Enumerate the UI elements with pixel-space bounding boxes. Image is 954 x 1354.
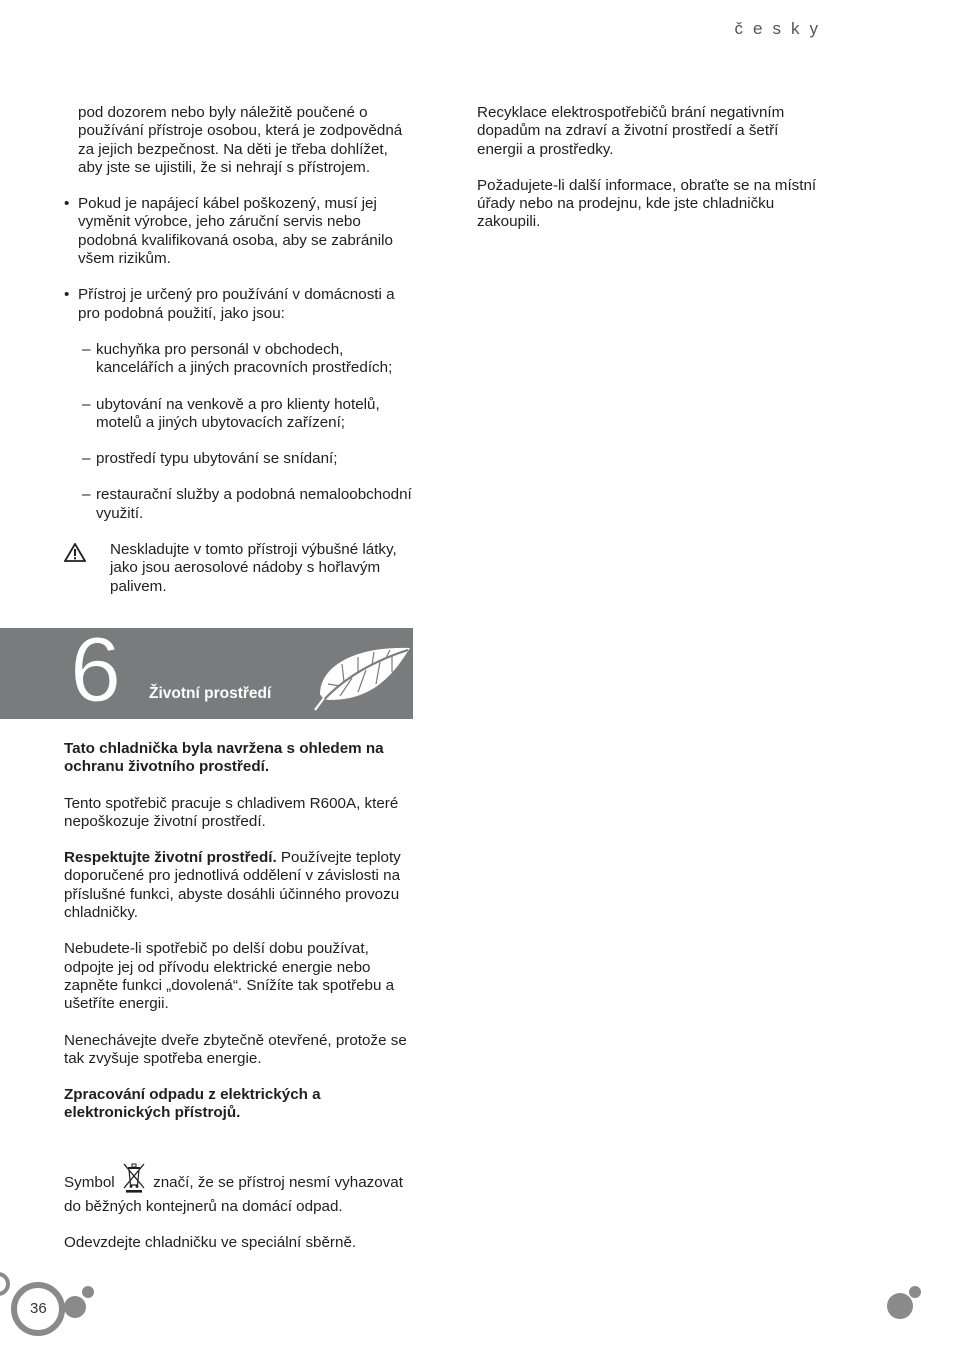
respect-bold: Respektujte životní prostředí. — [64, 849, 277, 867]
holiday-paragraph: Nebudete-li spotřebič po delší dobu používat, odpojte jej od přívodu elektrické energie nebo zapněte funkci „dovolená“. Snížíte tak spotřebu a ušetříte energii. — [64, 940, 395, 1013]
use-item: – ubytování na venkově a pro klienty hotelů, motelů a jiných ubytovacích zařízení; — [82, 395, 380, 431]
recycling-paragraph: Recyklace elektrospotřebičů brání negativním dopadům na zdraví a životní prostředí a šetří energii a prostředky. — [477, 104, 785, 158]
section-number: 6 — [70, 619, 122, 721]
refrigerant-paragraph: Tento spotřebič pracuje s chladivem R600A, které nepoškozuje životní prostředí. — [64, 794, 399, 830]
use-item: – prostředí typu ubytování se snídaní; — [82, 450, 338, 468]
collect-paragraph: Odevzdejte chladničku ve speciální sběrně. — [64, 1234, 357, 1252]
warning-text: Neskladujte v tomto přístroji výbušné látky, jako jsou aerosolové nádoby s hořlavým palivem. — [110, 541, 397, 595]
bullet-dot: • — [64, 195, 70, 213]
use-item: – kuchyňka pro personál v obchodech, kancelářích a jiných pracovních prostředích; — [82, 340, 393, 377]
use-item-text: prostředí typu ubytování se snídaní; — [96, 450, 338, 468]
info-paragraph: Požadujete-li další informace, obraťte se na místní úřady nebo na prodejnu, kde jste chladničku zakoupili. — [477, 176, 817, 231]
doors-paragraph: Nenechávejte dveře zbytečně otevřené, protože se tak zvyšuje spotřeba energie. — [64, 1031, 407, 1067]
section-title: Životní prostředí — [149, 685, 272, 702]
use-item-text: ubytování na venkově a pro klienty hotelů, motelů a jiných ubytovacích zařízení; — [96, 395, 380, 431]
language-label: česky — [734, 19, 828, 38]
symbol-before: Symbol — [64, 1173, 119, 1191]
bullet-dot: • — [64, 286, 70, 304]
bullet-use-text: Přístroj je určený pro používání v domácnosti a pro podobná použití, jako jsou: — [78, 286, 395, 322]
use-item: – restaurační služby a podobná nemaloobchodní využití. — [82, 486, 412, 522]
symbol-after: značí, že se přístroj nesmí vyhazovat do běžných kontejnerů na domácí odpad. — [64, 1173, 403, 1216]
waste-heading: Zpracování odpadu z elektrických a elektronických přístrojů. — [64, 1086, 321, 1122]
respect-text: Používejte teploty doporučené pro jednotlivá oddělení v závislosti na příslušné funkci, abyste dosáhli účinného provozu chladničky. — [64, 849, 401, 922]
bullet-cable-text: Pokud je napájecí kábel poškozený, musí jej vyměnit výrobce, jeho záruční servis nebo podobná kvalifikovaná osoba, aby se zabránilo všem rizikům. — [78, 195, 393, 268]
page-number: 36 — [30, 1300, 47, 1317]
use-item-text: kuchyňka pro personál v obchodech, kancelářích a jiných pracovních prostředích; — [96, 340, 393, 377]
environment-lead: Tato chladnička byla navržena s ohledem na ochranu životního prostředí. — [64, 740, 384, 776]
intro-paragraph: pod dozorem nebo byly náležitě poučené o používání přístroje osobou, která je zodpovědná za jejich bezpečnost. Na děti je třeba dohlížet, aby jste se ujistili, že si nehrají s přístrojem. — [78, 104, 403, 176]
use-item-text: restaurační služby a podobná nemaloobchodní využití. — [96, 486, 412, 522]
